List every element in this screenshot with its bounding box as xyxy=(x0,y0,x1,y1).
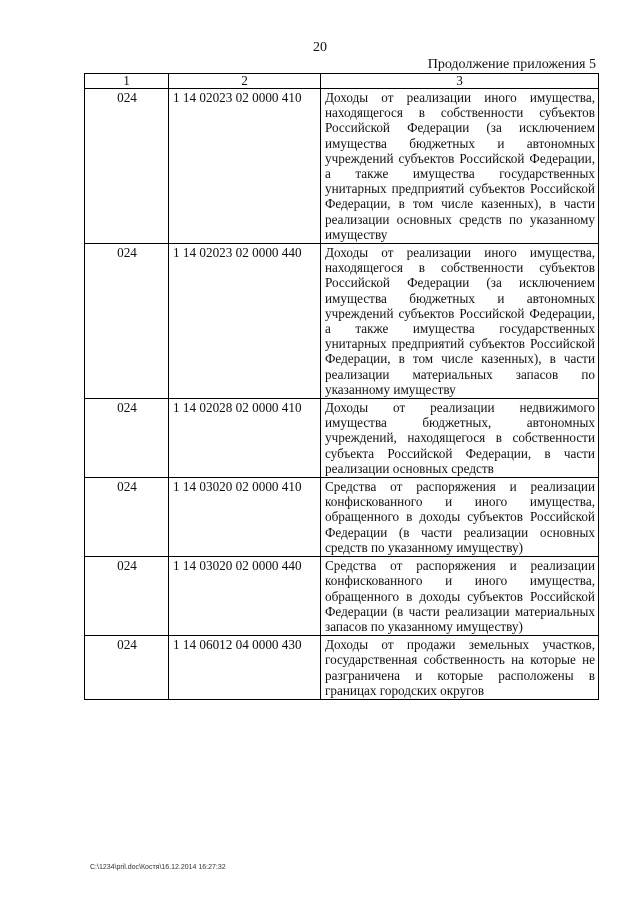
description-cell: Доходы от реализации недвижимого имущества бюджетных, автономных учреждений, находящегося в собственности субъекта Российской Федерации, в части реализации основных средств xyxy=(321,399,599,478)
header-row xyxy=(85,74,599,89)
table-row xyxy=(85,89,599,244)
admin-code-cell: 024 xyxy=(85,89,169,244)
page-number: 20 xyxy=(313,40,327,55)
continuation-label: Продолжение приложения 5 xyxy=(427,57,596,72)
column-header-3: 3 xyxy=(321,74,599,89)
admin-code-cell: 024 xyxy=(85,478,169,557)
column-header-1: 1 xyxy=(85,74,169,89)
budget-code-cell: 1 14 02023 02 0000 410 xyxy=(169,89,321,244)
description-cell: Средства от распоряжения и реализации конфискованного и иного имущества, обращенного в доходы субъектов Российской Федерации (в части реализации материальных запасов по указанному имуществу) xyxy=(321,557,599,636)
table-body xyxy=(85,89,599,700)
budget-code-cell: 1 14 03020 02 0000 410 xyxy=(169,478,321,557)
budget-code-cell: 1 14 02023 02 0000 440 xyxy=(169,244,321,399)
column-header-2: 2 xyxy=(169,74,321,89)
budget-code-cell: 1 14 02028 02 0000 410 xyxy=(169,399,321,478)
file-path-footer: C:\1234\pril.doc\Костя\16.12.2014 16:27:32 xyxy=(90,864,226,871)
description-cell: Доходы от реализации иного имущества, находящегося в собственности субъектов Российской Федерации (за исключением имущества бюджетных и автономных учреждений субъектов Российской Федерации, а также имущества государственных унитарных предприятий субъектов Российской Федерации, в том числе казенных), в части реализации основных средств по указанному имуществу xyxy=(321,89,599,244)
budget-code-cell: 1 14 06012 04 0000 430 xyxy=(169,636,321,700)
admin-code-cell: 024 xyxy=(85,399,169,478)
revenue-codes-table xyxy=(84,73,599,700)
table-row xyxy=(85,399,599,478)
table-row xyxy=(85,478,599,557)
description-cell: Средства от распоряжения и реализации конфискованного и иного имущества, обращенного в доходы субъектов Российской Федерации (в части реализации основных средств по указанному имуществу) xyxy=(321,478,599,557)
table-row xyxy=(85,557,599,636)
table-header xyxy=(85,74,599,89)
admin-code-cell: 024 xyxy=(85,636,169,700)
table-row xyxy=(85,636,599,700)
description-cell: Доходы от реализации иного имущества, находящегося в собственности субъектов Российской Федерации (за исключением имущества бюджетных и автономных учреждений субъектов Российской Федерации, а также имущества государственных унитарных предприятий субъектов Российской Федерации, в том числе казенных), в части реализации материальных запасов по указанному имуществу xyxy=(321,244,599,399)
admin-code-cell: 024 xyxy=(85,244,169,399)
description-cell: Доходы от продажи земельных участков, государственная собственность на которые не разграничена и которые расположены в границах городских округов xyxy=(321,636,599,700)
table-row xyxy=(85,244,599,399)
admin-code-cell: 024 xyxy=(85,557,169,636)
budget-code-cell: 1 14 03020 02 0000 440 xyxy=(169,557,321,636)
